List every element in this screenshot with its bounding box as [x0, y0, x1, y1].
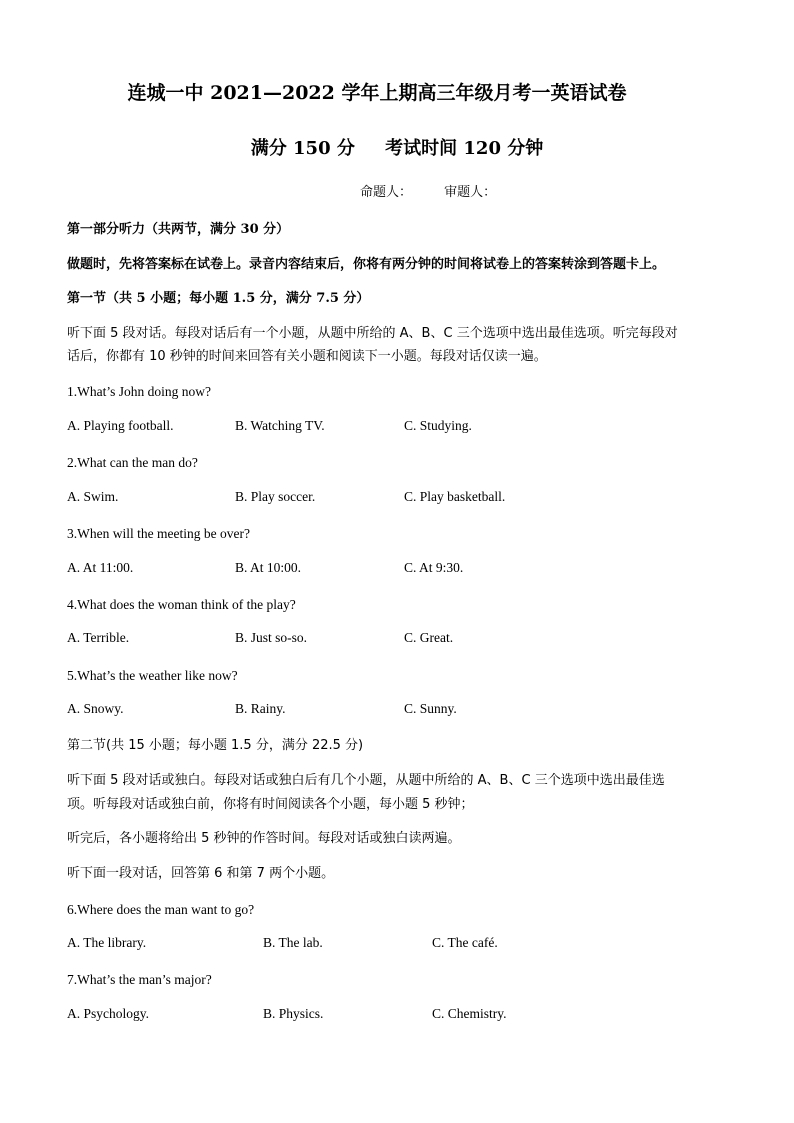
question-5-option-a: A. Snowy.: [67, 701, 124, 716]
part1-heading: 第一部分听力（共两节，满分 30 分）: [67, 222, 290, 237]
exam-authors: [360, 181, 524, 200]
question-5-option-c: C. Sunny.: [404, 701, 457, 716]
question-4-option-b: B. Just so-so.: [235, 630, 308, 645]
section2-intro-line3: 听完后，各小题将给出 5 秒钟的作答时间。每段对话或独白读两遍。: [67, 831, 461, 846]
question-6-option-a: A. The library.: [67, 935, 147, 950]
question-4-option-c: C. Great.: [404, 630, 454, 645]
exam-title: 连城一中 2021—2022 学年上期高三年级月考一英语试卷: [127, 82, 627, 104]
dialog-note-6-7: 听下面一段对话，回答第 6 和第 7 两个小题。: [67, 866, 335, 881]
question-3: 3.When will the meeting be over?: [67, 526, 250, 541]
section1-intro-line1: 听下面 5 段对话。每段对话后有一个小题，从题中所给的 A、B、C 三个选项中选出最佳选项。听完每段对: [67, 326, 678, 341]
question-7: 7.What’s the man’s major?: [67, 972, 212, 987]
question-7-option-b: B. Physics.: [263, 1006, 324, 1021]
question-6-option-c: C. The café.: [432, 935, 498, 950]
question-2-option-a: A. Swim.: [67, 489, 119, 504]
question-3-option-c: C. At 9:30.: [404, 560, 464, 575]
question-2: 2.What can the man do?: [67, 455, 198, 470]
question-6-option-b: B. The lab.: [263, 935, 323, 950]
question-1-option-c: C. Studying.: [404, 418, 472, 433]
question-6: 6.Where does the man want to go?: [67, 902, 255, 917]
question-3-option-a: A. At 11:00.: [67, 560, 134, 575]
question-3-option-b: B. At 10:00.: [235, 560, 302, 575]
question-1-option-a: A. Playing football.: [67, 418, 174, 433]
full-score: 满分 150 分: [250, 138, 355, 159]
question-7-option-a: A. Psychology.: [67, 1006, 150, 1021]
reviewer-label: 审题人：: [444, 185, 497, 200]
question-7-option-c: C. Chemistry.: [432, 1006, 507, 1021]
section1-intro-line2: 话后，你都有 10 秒钟的时间来回答有关小题和阅读下一小题。每段对话仅读一遍。: [67, 349, 547, 364]
question-2-option-c: C. Play basketball.: [404, 489, 506, 504]
section2-intro-line1: 听下面 5 段对话或独白。每段对话或独白后有几个小题，从题中所给的 A、B、C 三个选项中选出最佳选: [67, 773, 665, 788]
section2-intro-line2: 项。听每段对话或独白前，你将有时间阅读各个小题，每小题 5 秒钟；: [67, 797, 474, 812]
question-2-option-b: B. Play soccer.: [235, 489, 316, 504]
question-5-option-b: B. Rainy.: [235, 701, 286, 716]
setter-label: 命题人：: [360, 185, 413, 200]
question-4-option-a: A. Terrible.: [67, 630, 130, 645]
question-1-option-b: B. Watching TV.: [235, 418, 325, 433]
section1-heading: 第一节（共 5 小题；每小题 1.5 分，满分 7.5 分）: [67, 291, 370, 306]
part1-instruction: 做题时，先将答案标在试卷上。录音内容结束后，你将有两分钟的时间将试卷上的答案转涂到答题卡上。: [67, 257, 666, 272]
section2-heading: 第二节(共 15 小题；每小题 1.5 分，满分 22.5 分): [67, 738, 364, 753]
exam-meta: [0, 134, 794, 160]
exam-time: 考试时间 120 分钟: [385, 138, 544, 159]
question-1: 1.What’s John doing now?: [67, 384, 211, 399]
question-4: 4.What does the woman think of the play?: [67, 597, 296, 612]
question-5: 5.What’s the weather like now?: [67, 668, 238, 683]
